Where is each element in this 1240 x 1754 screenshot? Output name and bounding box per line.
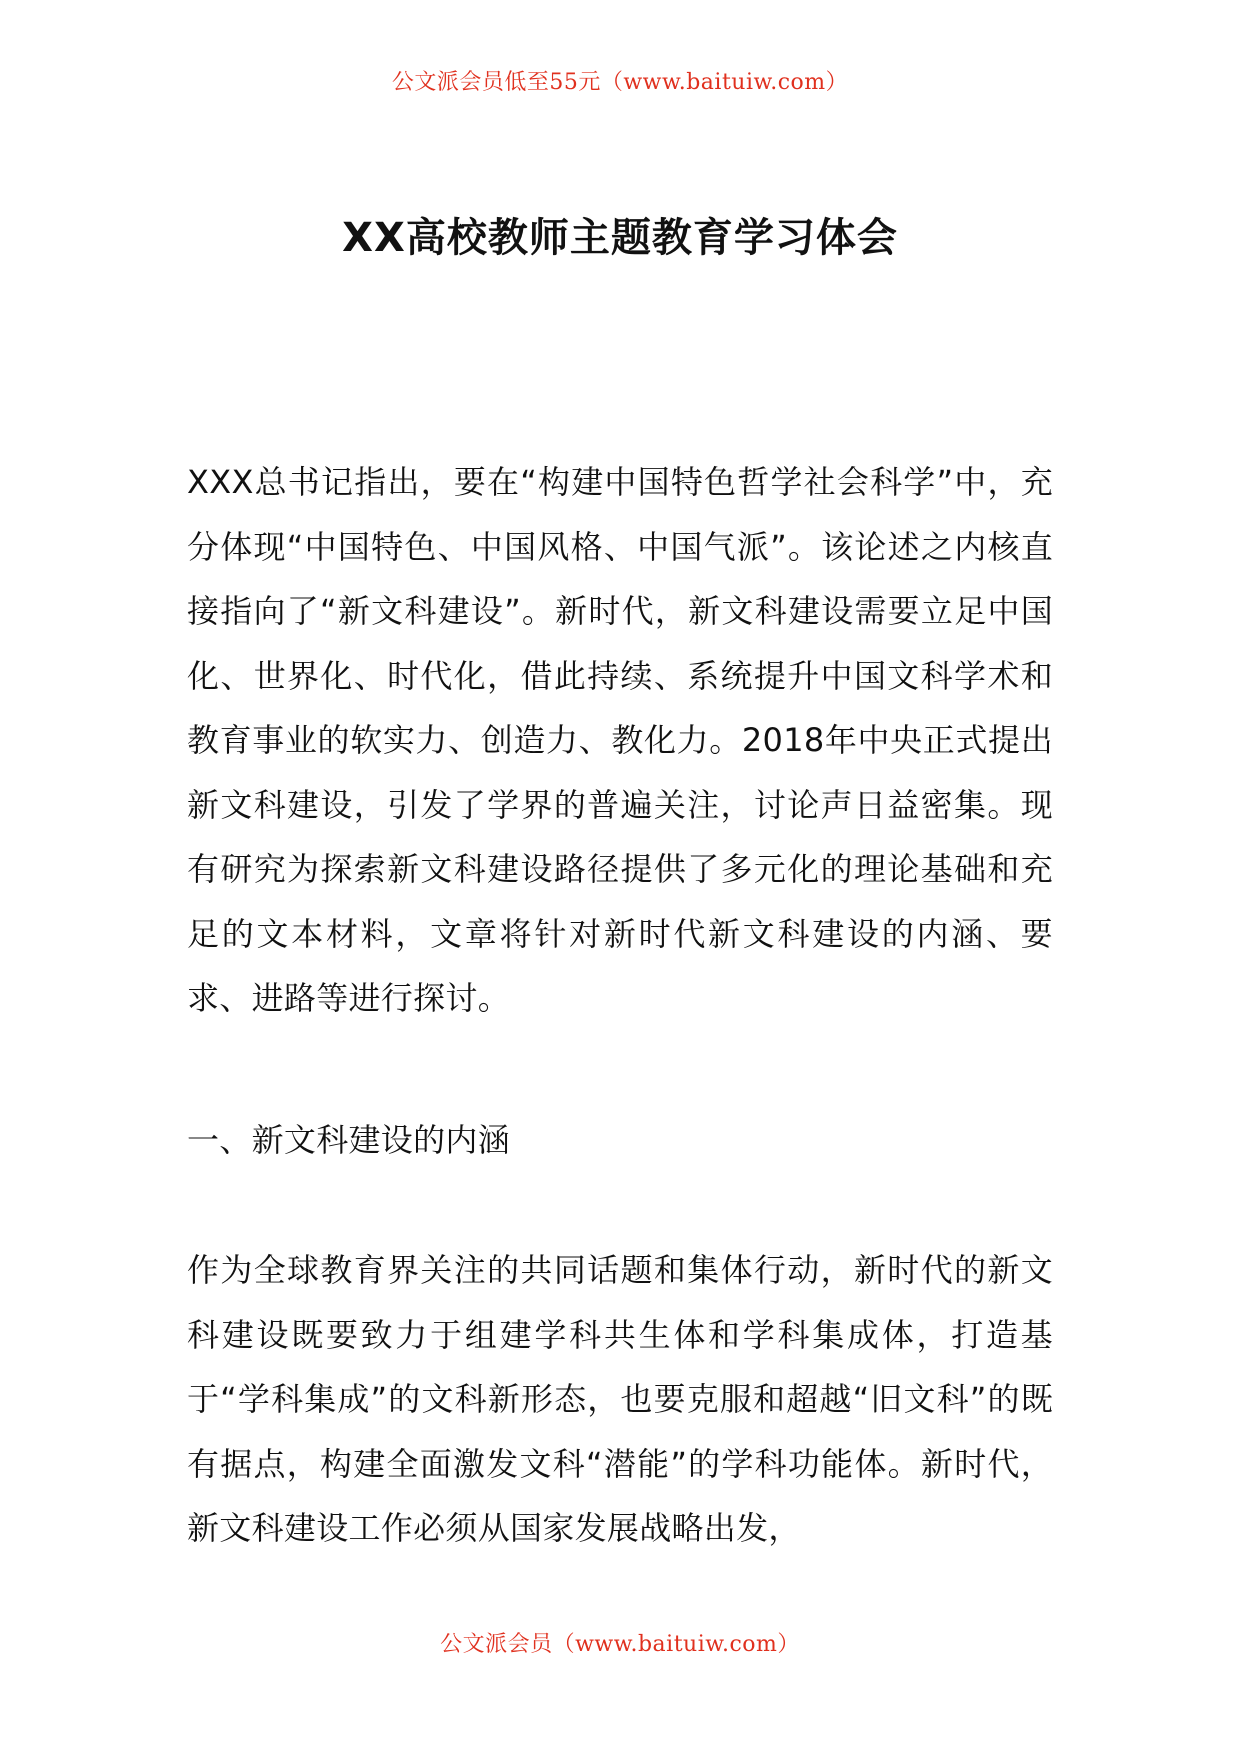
intro-paragraph: XXX总书记指出，要在“构建中国特色哲学社会科学”中，充分体现“中国特色、中国风格、中国气派”。该论述之内核直接指向了“新文科建设”。新时代，新文科建设需要立足中国化、世界化、时代化，借此持续、系统提升中国文科学术和教育事业的软实力、创造力、教化力。2018年中央正式提出新文科建设，引发了学界的普遍关注，讨论声日益密集。现有研究为探索新文科建设路径提供了多元化的理论基础和充足的文本材料，文章将针对新时代新文科建设的内涵、要求、进路等进行探讨。: [187, 463, 1053, 1017]
header-watermark: 公文派会员低至55元（www.baituiw.com）: [391, 70, 849, 95]
footer-watermark: 公文派会员（www.baituiw.com）: [440, 1632, 800, 1657]
section-paragraph: 作为全球教育界关注的共同话题和集体行动，新时代的新文科建设既要致力于组建学科共生体和学科集成体，打造基于“学科集成”的文科新形态，也要克服和超越“旧文科”的既有据点，构建全面激发文科“潜能”的学科功能体。新时代，新文科建设工作必须从国家发展战略出发，: [187, 1251, 1053, 1547]
document-title: XX高校教师主题教育学习体会: [342, 215, 898, 261]
section-heading: 一、新文科建设的内涵: [187, 1121, 511, 1159]
